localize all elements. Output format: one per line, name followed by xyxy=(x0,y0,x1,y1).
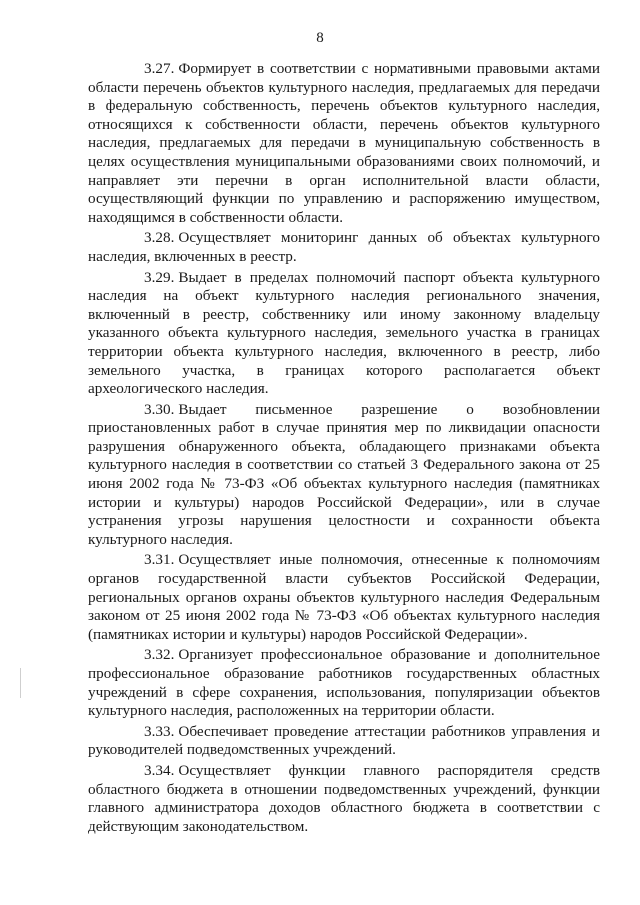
paragraph-text: Формирует в соответствии с нормативными правовыми актами области перечень объектов культурного наследия, предлагаемых для передачи в федеральную собственность, перечень объектов культурного наследия, относящихся к собственности области, перечень объектов культурного наследия, предлагаемых для передачи в муниципальную собственность в целях осуществления муниципальными образованиями своих полномочий, и направляет эти перечни в орган исполнительной власти области, осуществляющий функции по управлению и распоряжению имуществом, находящимся в собственности области. xyxy=(88,60,600,226)
paragraph-number: 3.30. xyxy=(144,400,175,418)
paragraph-number: 3.34. xyxy=(144,761,175,779)
document-body xyxy=(88,60,600,838)
paragraph-number: 3.32. xyxy=(144,646,175,664)
paragraph-text: Организует профессиональное образование и дополнительное профессиональное образование работников государственных областных учреждений в сфере сохранения, использования, популяризации объектов культурного наследия, расположенных на территории области. xyxy=(88,646,600,720)
paragraph-3-31 xyxy=(88,551,600,644)
paragraph-text: Обеспечивает проведение аттестации работников управления и руководителей подведомственных учреждений. xyxy=(88,722,600,759)
paragraph-3-34 xyxy=(88,762,600,836)
paragraph-text: Выдает в пределах полномочий паспорт объекта культурного наследия на объект культурного наследия регионального значения, включенный в реестр, собственнику или иному законному владельцу указанного объекта культурного наследия, земельного участка в границах территории объекта культурного наследия, включенного в реестр, либо земельного участка, в границах которого располагается объект археологического наследия. xyxy=(88,268,600,398)
scan-margin-line xyxy=(20,668,21,698)
paragraph-3-27 xyxy=(88,60,600,227)
paragraph-text: Осуществляет мониторинг данных об объектах культурного наследия, включенных в реестр. xyxy=(88,229,600,265)
paragraph-3-32 xyxy=(88,646,600,720)
page-number: 8 xyxy=(316,30,324,46)
paragraph-number: 3.31. xyxy=(144,551,175,569)
paragraph-number: 3.29. xyxy=(144,268,175,286)
paragraph-3-30 xyxy=(88,401,600,550)
paragraph-text: Осуществляет иные полномочия, отнесенные к полномочиям органов государственной власти субъектов Российской Федерации, региональных органов охраны объектов культурного наследия Федеральным законом от 25 июня 2002 года № 73-ФЗ «Об объектах культурного наследия (памятниках истории и культуры) народов Российской Федерации». xyxy=(88,551,600,643)
paragraph-3-28 xyxy=(88,229,600,266)
paragraph-number: 3.27. xyxy=(144,60,175,77)
paragraph-3-33 xyxy=(88,723,600,760)
paragraph-number: 3.33. xyxy=(144,722,175,740)
paragraph-text: Выдает письменное разрешение о возобновлении приостановленных работ в случае принятия мер по ликвидации опасности разрушения обнаруженного объекта, обладающего признаками объекта культурного наследия в соответствии со статьей 3 Федерального закона от 25 июня 2002 года № 73-ФЗ «Об объектах культурного наследия (памятниках истории и культуры) народов Российской Федерации», или в случае устранения угрозы нарушения целостности и сохранности объекта культурного наследия. xyxy=(88,400,600,548)
paragraph-number: 3.28. xyxy=(144,229,175,247)
paragraph-text: Осуществляет функции главного распорядителя средств областного бюджета в отношении подведомственных учреждений, функции главного администратора доходов областного бюджета в соответствии с действующим законодательством. xyxy=(88,761,600,835)
paragraph-3-29 xyxy=(88,269,600,399)
